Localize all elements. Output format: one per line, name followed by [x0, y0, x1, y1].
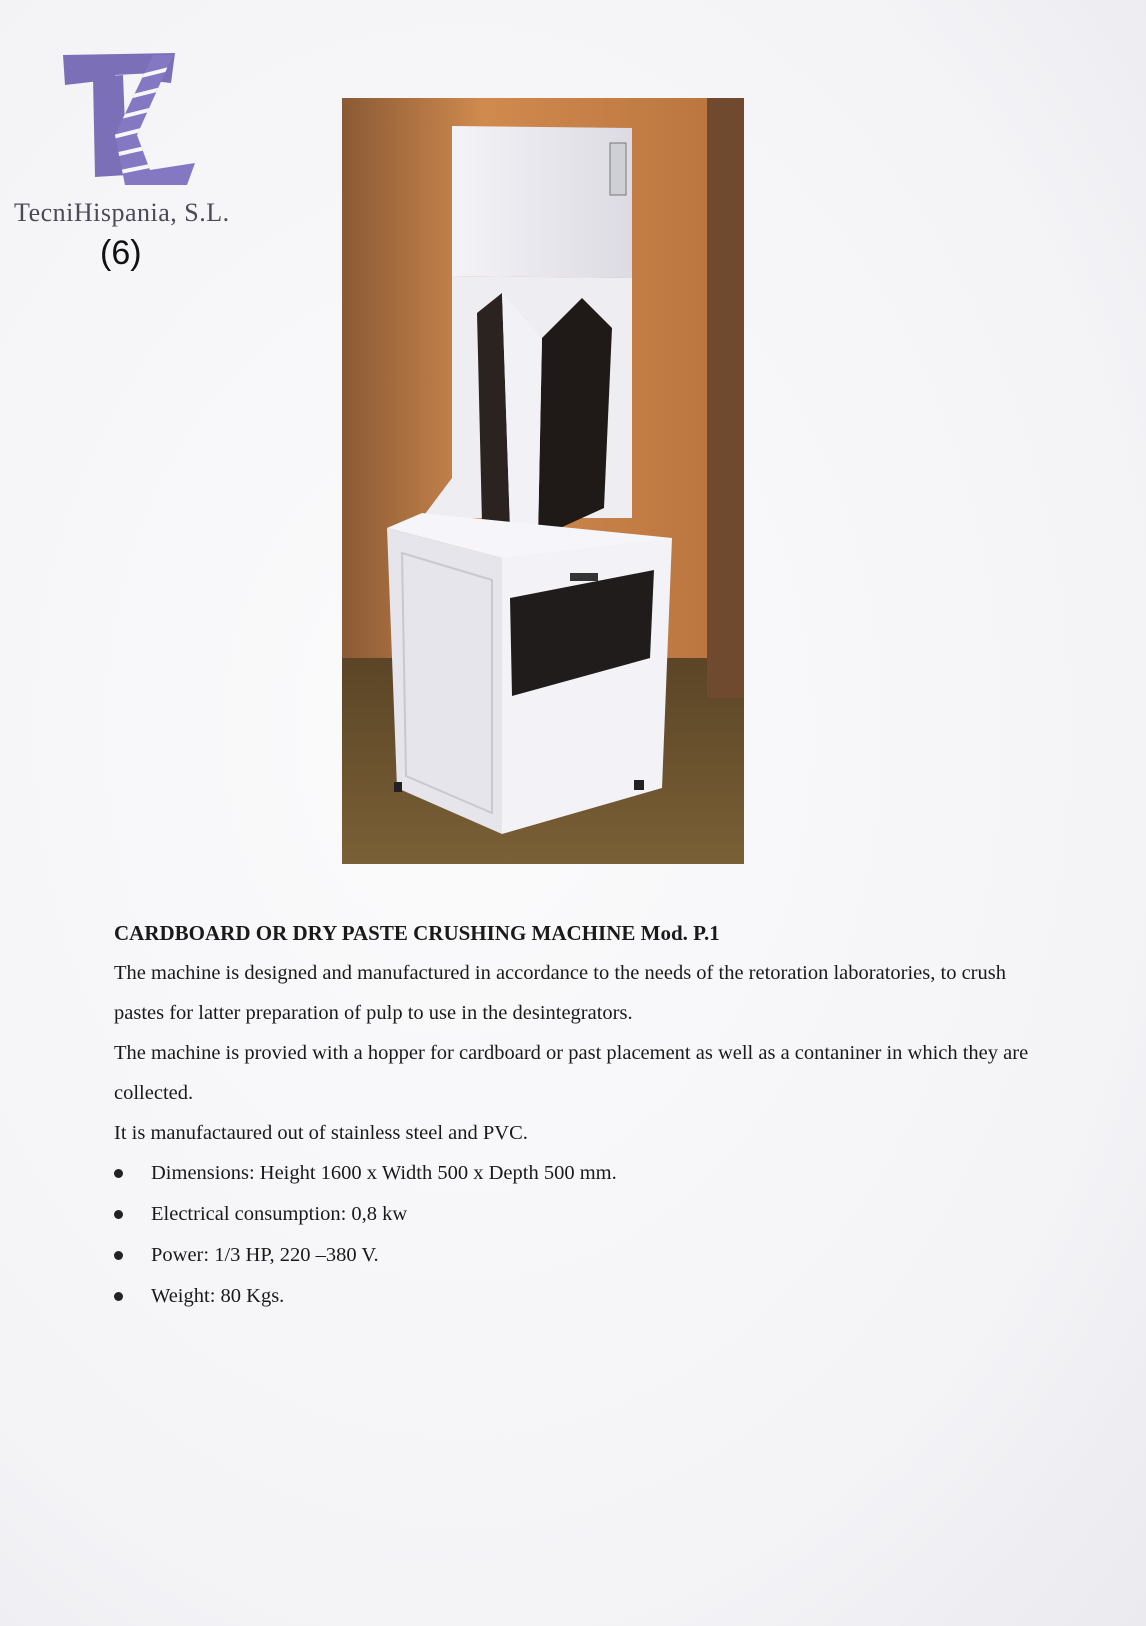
bullet-icon — [114, 1251, 123, 1260]
page-number: (6) — [100, 234, 142, 272]
description-paragraph: The machine is designed and manufactured in accordance to the needs of the retoration laboratories, to crush pastes for latter preparation of pulp to use in the desintegrators. — [114, 962, 1006, 1024]
bullet-icon — [114, 1292, 123, 1301]
spec-item-power: Power: 1/3 HP, 220 –380 V. — [114, 1235, 1054, 1276]
description-paragraph: It is manufactaured out of stainless steel and PVC. — [114, 1122, 528, 1144]
spec-item-dimensions: Dimensions: Height 1600 x Width 500 x Depth 500 mm. — [114, 1153, 1054, 1194]
bullet-icon — [114, 1169, 123, 1178]
spec-item-consumption: Electrical consumption: 0,8 kw — [114, 1194, 1054, 1235]
description-paragraph: The machine is provied with a hopper for cardboard or past placement as well as a contaniner in which they are collected. — [114, 1042, 1029, 1104]
tecnihispania-logo-icon — [55, 45, 215, 195]
spec-list — [114, 1153, 1054, 1317]
product-title: CARDBOARD OR DRY PASTE CRUSHING MACHINE Mod. P.1 — [114, 921, 720, 945]
product-description — [114, 913, 1054, 1317]
machine-photo — [342, 98, 744, 864]
company-name: TecniHispania, S.L. — [14, 198, 230, 227]
bullet-icon — [114, 1210, 123, 1219]
spec-item-weight: Weight: 80 Kgs. — [114, 1276, 1054, 1317]
